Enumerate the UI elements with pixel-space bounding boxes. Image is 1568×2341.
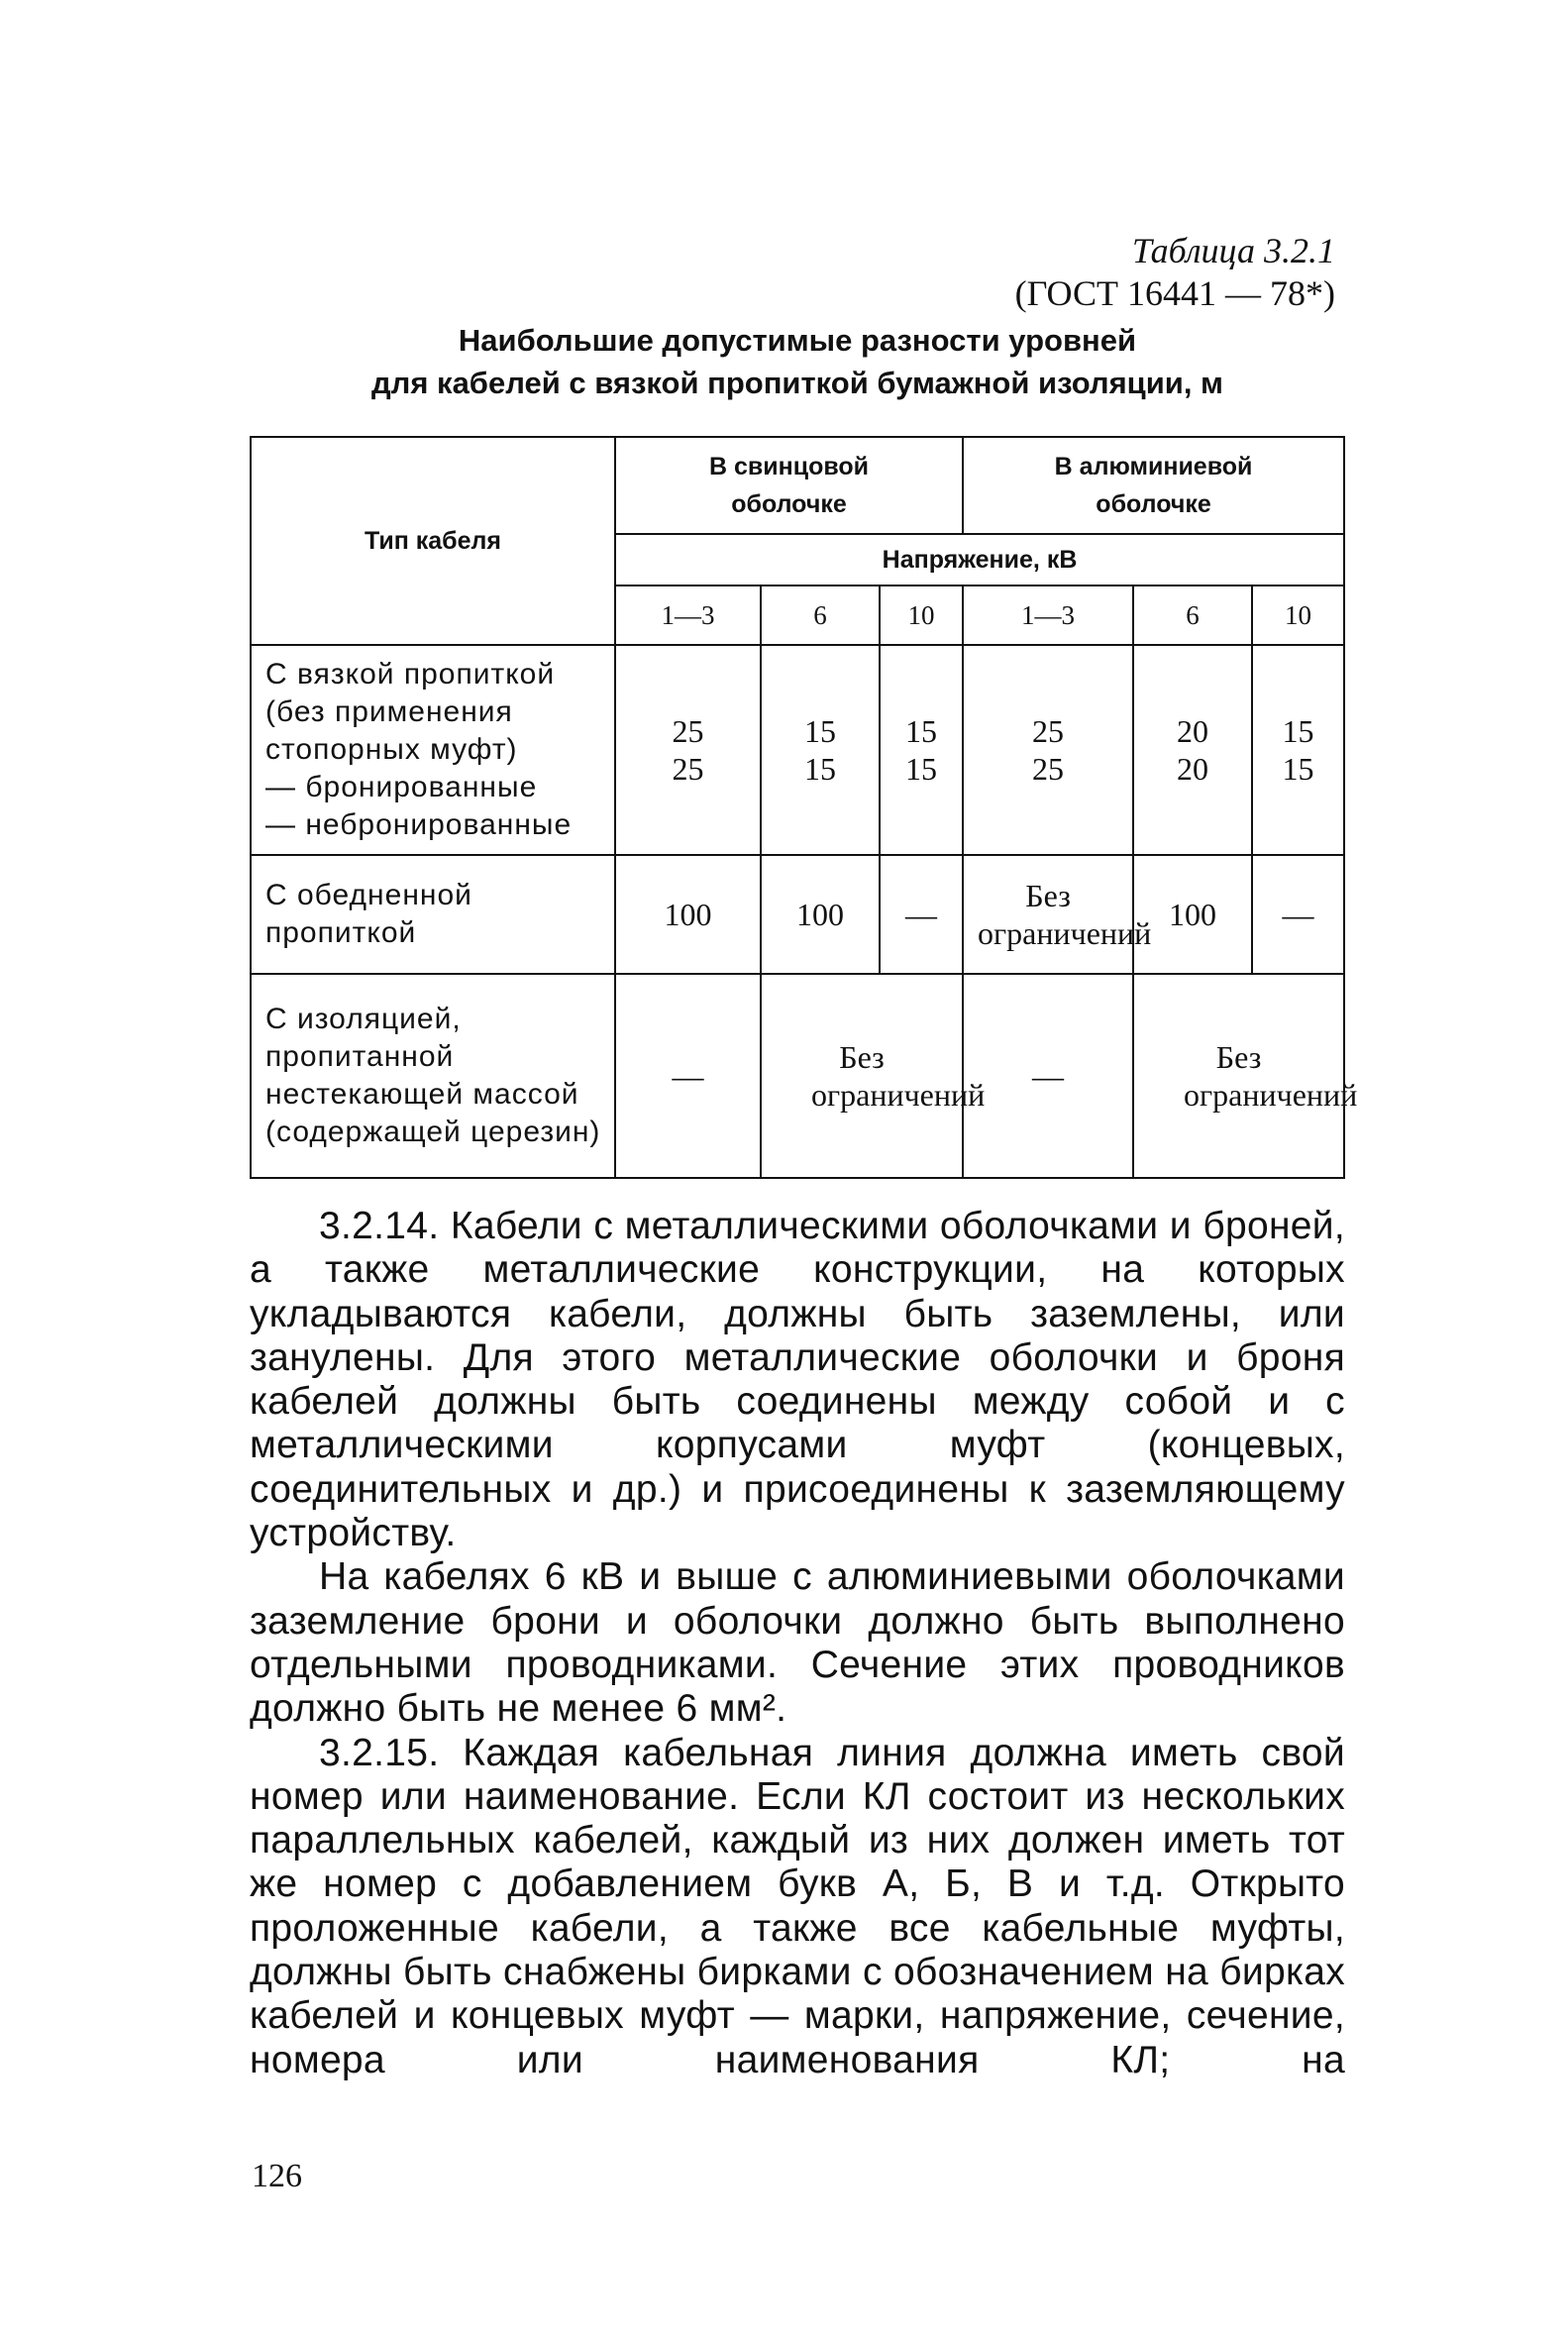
cell-lead-6-10: Без ограничений — [761, 974, 963, 1178]
header-voltage-alu-1-3: 1—3 — [963, 585, 1133, 645]
cell-lead-6 — [761, 645, 880, 855]
header-voltage-alu-6: 6 — [1133, 585, 1252, 645]
cell-alu-6 — [1133, 645, 1252, 855]
value-unarmored: 15 — [905, 751, 938, 787]
value-armored: 20 — [1177, 713, 1209, 749]
header-aluminium-sheath: В алюминиевой оболочке — [963, 437, 1344, 534]
cell-alu-1-3: Без ограничений — [963, 855, 1133, 974]
body-text — [250, 1205, 1345, 2082]
cell-lead-10 — [880, 645, 963, 855]
table-number: Таблица 3.2.1 — [1131, 231, 1335, 270]
row-type-nondrip: С изоляцией, пропитанной нестекающей массой (содержащей церезин) — [251, 974, 615, 1178]
cell-lead-1-3: 100 — [615, 855, 761, 974]
cell-alu-6-10: Без ограничений — [1133, 974, 1344, 1178]
table-caption — [1015, 230, 1335, 315]
header-voltage: Напряжение, кВ — [615, 534, 1344, 585]
gost-reference: (ГОСТ 16441 — 78*) — [1014, 273, 1335, 313]
table-row — [251, 855, 1344, 974]
header-voltage-lead-10: 10 — [880, 585, 963, 645]
cell-lead-6: 100 — [761, 855, 880, 974]
cell-lead-1-3: — — [615, 974, 761, 1178]
cell-alu-10 — [1252, 645, 1344, 855]
value-unarmored: 20 — [1177, 751, 1209, 787]
value-unarmored: 25 — [1032, 751, 1065, 787]
value-armored: 25 — [1032, 713, 1065, 749]
row-type-depleted: С обедненной пропиткой — [251, 855, 615, 974]
cell-lead-10: — — [880, 855, 963, 974]
value-unarmored: 25 — [672, 751, 704, 787]
header-voltage-lead-6: 6 — [761, 585, 880, 645]
value-armored: 25 — [672, 713, 704, 749]
table-title — [248, 319, 1347, 404]
cell-lead-1-3 — [615, 645, 761, 855]
table-title-line-1: Наибольшие допустимые разности уровней — [458, 323, 1137, 358]
cell-alu-1-3: — — [963, 974, 1133, 1178]
value-unarmored: 15 — [1282, 751, 1314, 787]
paragraph-3-2-14: 3.2.14. Кабели с металлическими оболочками и броней, а также металлические конструкции, на которых укладываются кабели, должны быть заземлены, или занулены. Для этого металлические оболочки и броня кабелей должны быть соединены между собой и с металлическими корпусами муфт (концевых, соединительных и др.) и присоединены к заземляющему устройству. — [250, 1205, 1345, 1555]
cell-alu-10: — — [1252, 855, 1344, 974]
value-unarmored: 15 — [804, 751, 836, 787]
page-number: 126 — [252, 2158, 302, 2194]
header-voltage-alu-10: 10 — [1252, 585, 1344, 645]
table-row — [251, 974, 1344, 1178]
header-voltage-lead-1-3: 1—3 — [615, 585, 761, 645]
value-armored: 15 — [905, 713, 938, 749]
row-type-viscous: С вязкой пропиткой (без применения стопорных муфт) — бронированные — небронированные — [251, 645, 615, 855]
header-cable-type: Тип кабеля — [251, 437, 615, 645]
header-lead-sheath: В свинцовой оболочке — [615, 437, 963, 534]
paragraph-grounding: На кабелях 6 кВ и выше с алюминиевыми оболочками заземление брони и оболочки должно быть выполнено отдельными проводниками. Сечение этих проводников должно быть не менее 6 мм². — [250, 1555, 1345, 1731]
value-armored: 15 — [804, 713, 836, 749]
cell-alu-6: 100 — [1133, 855, 1252, 974]
level-difference-table — [250, 436, 1358, 1179]
table-row — [251, 645, 1344, 855]
value-armored: 15 — [1282, 713, 1314, 749]
cell-alu-1-3 — [963, 645, 1133, 855]
paragraph-3-2-15: 3.2.15. Каждая кабельная линия должна иметь свой номер или наименование. Если КЛ состоит из нескольких параллельных кабелей, каждый из них должен иметь тот же номер с добавлением букв А, Б, В и т.д. Открыто проложенные кабели, а также все кабельные муфты, должны быть снабжены бирками с обозначением на бирках кабелей и концевых муфт — марки, напряжение, сечение, номера или наименования КЛ; на — [250, 1731, 1345, 2081]
table-title-line-2: для кабелей с вязкой пропиткой бумажной изоляции, м — [370, 366, 1223, 400]
